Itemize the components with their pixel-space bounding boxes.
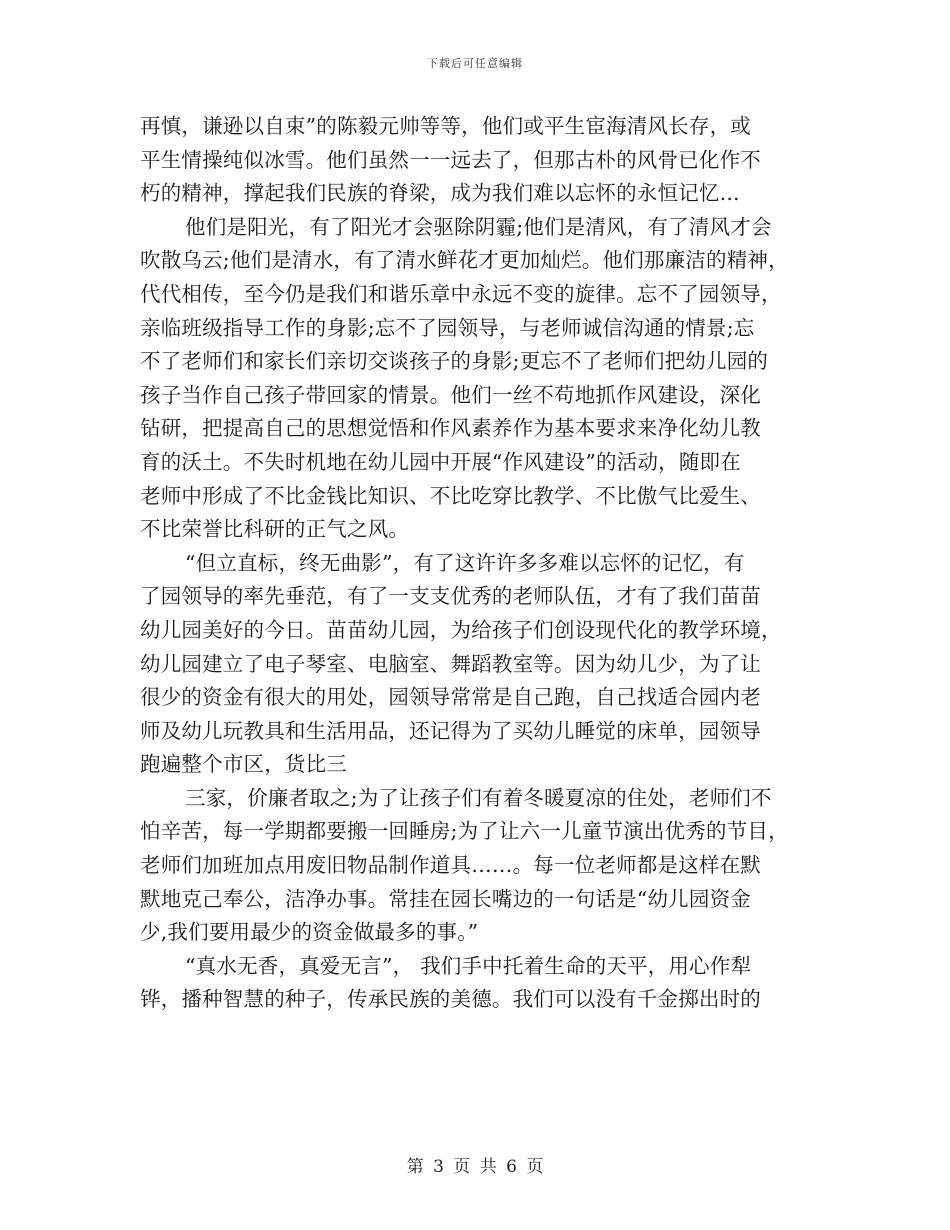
text-line: 幼儿园美好的今日。苗苗幼儿园，为给孩子们创设现代化的教学环境， [140,617,782,642]
text-line: 默地克己奉公，洁净办事。常挂在园长嘴边的一句话是“幼儿园资金 [140,886,751,911]
paragraph-start-line: 他们是阳光，有了阳光才会驱除阴霾;他们是清风，有了清风才会 [185,214,772,239]
text-line: 铧，播种智慧的种子，传承民族的美德。我们可以没有千金掷出时的 [140,987,761,1012]
text-line: 吹散乌云;他们是清水，有了清水鲜花才更加灿烂。他们那廉洁的精神， [140,248,789,273]
text-line: 怕辛苦，每一学期都要搬一回睡房;为了让六一儿童节演出优秀的节目， [140,819,789,844]
text-line: 师及幼儿玩教具和生活用品，还记得为了买幼儿睡觉的床单，园领导 [140,718,761,743]
paragraph-start-line: 三家，价廉者取之;为了让孩子们有着冬暖夏凉的住处，老师们不 [185,785,772,810]
text-line: 不了老师们和家长们亲切交谈孩子的身影;更忘不了老师们把幼儿园的 [140,349,769,374]
text-line: 老师中形成了不比金钱比知识、不比吃穿比教学、不比傲气比爱生、 [140,483,761,508]
text-line: 孩子当作自己孩子带回家的情景。他们一丝不苟地抓作风建设，深化 [140,382,761,407]
text-line: 代代相传，至今仍是我们和谐乐章中永远不变的旋律。忘不了园领导， [140,281,782,306]
paragraph-start-line: “真水无香，真爱无言”， 我们手中托着生命的天平，用心作犁 [185,953,752,978]
page-number: 第 3 页 共 6 页 [406,1157,544,1177]
document-body [140,110,810,1017]
page-header: 下载后可任意编辑 [427,57,523,70]
text-line: 亲临班级指导工作的身影;忘不了园领导，与老师诚信沟通的情景;忘 [140,315,755,340]
text-line: 钻研，把提高自己的思想觉悟和作风素养作为基本要求来净化幼儿教 [140,416,761,441]
text-line: 不比荣誉比科研的正气之风。 [140,517,410,542]
text-line: 幼儿园建立了电子琴室、电脑室、舞蹈教室等。因为幼儿少，为了让 [140,651,761,676]
text-line: 少,我们要用最少的资金做最多的事。” [140,920,479,945]
text-line: 了园领导的率先垂范，有了一支支优秀的老师队伍，才有了我们苗苗 [140,584,761,609]
text-line: 跑遍整个市区，货比三 [140,752,347,777]
text-line: 很少的资金有很大的用处，园领导常常是自己跑，自己找适合园内老 [140,685,761,710]
text-line: 平生情操纯似冰雪。他们虽然一一远去了，但那古朴的风骨已化作不 [140,147,761,172]
text-line: 老师们加班加点用废旧物品制作道具……。每一位老师都是这样在默 [140,853,761,878]
text-line: 育的沃土。不失时机地在幼儿园中开展“作风建设”的活动，随即在 [140,449,741,474]
text-line: 再慎，谦逊以自束”的陈毅元帅等等，他们或平生宦海清风长存，或 [140,114,751,138]
text-line: 朽的精神，撑起我们民族的脊梁，成为我们难以忘怀的永恒记忆... [140,181,740,206]
paragraph-start-line: “但立直标，终无曲影”，有了这许许多多难以忘怀的记忆，有 [185,550,745,575]
